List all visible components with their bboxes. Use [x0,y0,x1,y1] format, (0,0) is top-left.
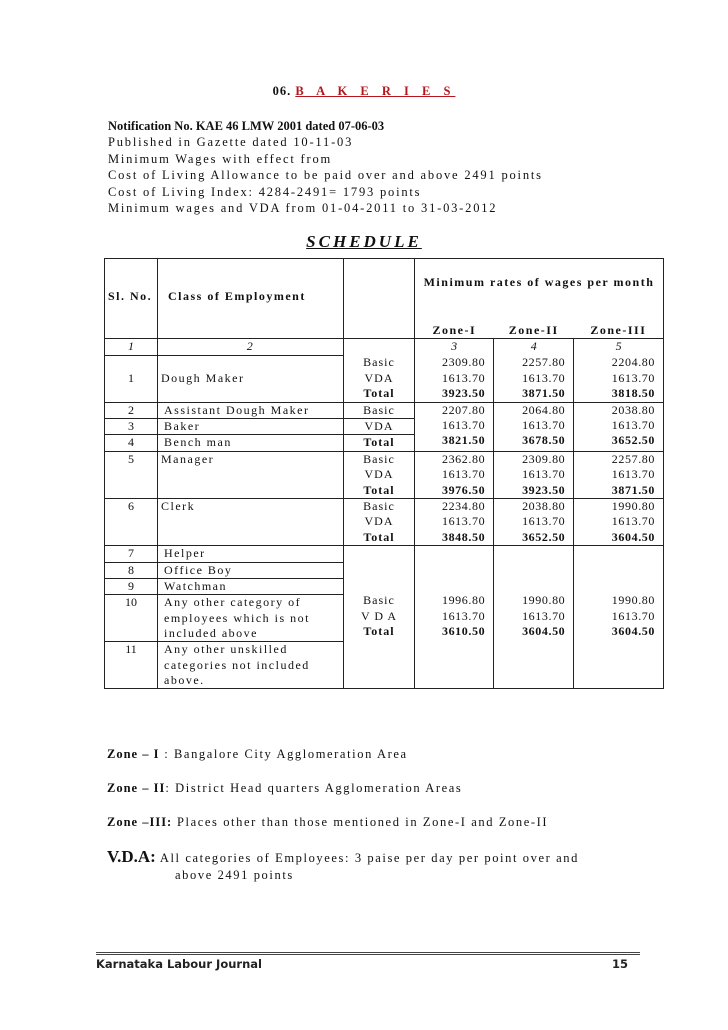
basic-zone-2: 2257.80 [522,355,566,370]
total-zone-1: 3976.50 [441,482,486,497]
row-sl: 10 [105,595,157,642]
page-number: 15 [612,957,629,971]
header-blank [344,259,415,339]
vda-zone-1: 1613.70 [441,467,486,482]
footer-divider [96,952,640,955]
table-row [105,451,664,498]
vda-zone-2: 1613.70 [522,608,566,623]
header-rates: Minimum rates of wages per month [415,259,664,310]
basic-zone-2: 2309.80 [522,451,566,466]
section-name: B A K E R I E S [295,84,456,98]
cola-line: Cost of Living Allowance to be paid over and above 2491 points [108,168,543,183]
vda-zone-3: 1613.70 [611,608,655,623]
label-vda: VDA [344,419,414,435]
basic-zone-1: 2309.80 [441,355,486,370]
row-class: Any other unskilled categories not included above. [164,642,310,688]
column-number-row [105,339,664,355]
total-zone-1: 3610.50 [441,624,486,638]
basic-zone-1: 2362.80 [441,451,486,466]
total-zone-3: 3818.50 [611,386,655,401]
row-class: Any other category of employees which is not included above [158,595,343,642]
colnum-4: 4 [494,339,574,355]
row-sl: 6 [105,498,158,545]
row-sl: 2 [105,403,157,419]
cost-index-line: Cost of Living Index: 4284-2491= 1793 points [108,184,422,199]
colnum-2: 2 [158,339,344,355]
label-vda: V D A [360,608,398,623]
row-sl: 8 [105,563,157,579]
vda-zone-3: 1613.70 [611,417,655,432]
gazette-date: Published in Gazette dated 10-11-03 [108,135,354,150]
total-zone-2: 3871.50 [522,386,566,401]
schedule-heading: SCHEDULE [306,232,422,251]
label-basic: Basic [363,498,395,513]
basic-zone-3: 2257.80 [611,451,655,466]
vda-zone-2: 1613.70 [522,514,566,529]
vda-text-line-2: above 2491 points [175,868,294,882]
label-total: Total [363,529,395,544]
basic-zone-3: 2204.80 [611,355,655,370]
row-class: Helper [158,546,343,562]
row-sl: 7 [105,546,157,562]
table-row [105,546,664,689]
vda-zone-3: 1613.70 [611,514,655,529]
wage-schedule-table [104,258,664,689]
header-zone-3: Zone-III [574,309,664,339]
row-class: Assistant Dough Maker [158,403,343,419]
label-basic: Basic [363,451,395,466]
total-zone-3: 3604.50 [611,529,655,544]
label-total: Total [363,386,395,401]
label-total: Total [363,482,395,497]
row-sl: 11 [125,642,137,657]
colnum-5: 5 [574,339,664,355]
basic-zone-3: 1990.80 [611,498,655,513]
basic-zone-2: 2038.80 [522,498,566,513]
row-class: Office Boy [158,563,343,579]
total-zone-2: 3652.50 [522,529,566,544]
colnum-blank [344,339,415,355]
zone-1-note [107,747,667,762]
row-class: Dough Maker [158,355,344,402]
total-zone-2: 3604.50 [522,624,566,638]
vda-zone-2: 1613.70 [522,417,566,432]
row-sl: 4 [128,435,134,450]
period-line: Minimum wages and VDA from 01-04-2011 to 31-03-2012 [108,201,498,216]
row-class: Watchman [158,579,343,595]
row-class: Manager [158,451,344,498]
journal-name: Karnataka Labour Journal [96,957,262,971]
row-class: Bench man [164,435,232,450]
basic-zone-1: 1996.80 [441,593,486,608]
total-zone-2: 3923.50 [522,482,566,497]
row-sl: 1 [105,355,158,402]
vda-zone-3: 1613.70 [611,467,655,482]
table-row [105,498,664,545]
label-basic: Basic [363,593,395,608]
label-vda: VDA [364,467,394,482]
vda-zone-1: 1613.70 [441,370,486,385]
header-sl: Sl. No. [105,259,158,339]
label-total: Total [363,624,395,638]
row-sl: 5 [105,451,158,498]
colnum-3: 3 [415,339,494,355]
table-header-row [105,259,664,310]
vda-label: V.D.A: [107,847,156,866]
zone-2-label: Zone – II [107,781,166,795]
basic-zone-1: 2207.80 [441,402,486,417]
vda-zone-1: 1613.70 [441,514,486,529]
colnum-1: 1 [105,339,158,355]
label-total: Total [363,435,395,450]
zone-2-note [107,781,667,796]
row-sl: 9 [105,579,157,595]
vda-zone-1: 1613.70 [441,417,486,432]
total-zone-3: 3871.50 [611,482,655,497]
vda-zone-1: 1613.70 [441,608,486,623]
label-basic: Basic [363,355,395,370]
table-row [105,402,664,451]
effect-line: Minimum Wages with effect from [108,151,333,166]
basic-zone-2: 2064.80 [522,402,566,417]
basic-zone-1: 2234.80 [441,498,486,513]
basic-zone-3: 1990.80 [611,593,655,608]
basic-zone-3: 2038.80 [611,402,655,417]
label-basic: Basic [344,403,414,419]
total-zone-1: 3848.50 [441,529,486,544]
total-zone-1: 3821.50 [441,433,486,448]
header-zone-1: Zone-I [415,309,494,339]
zone-3-text: Places other than those mentioned in Zone-I and Zone-II [176,815,549,829]
label-vda: VDA [364,370,394,385]
vda-text-line-1: All categories of Employees: 3 paise per day per point over and [159,851,579,865]
table-row [105,355,664,402]
notification-details [108,118,668,216]
vda-note [107,848,667,884]
zone-3-note [107,815,667,830]
total-zone-1: 3923.50 [441,386,486,401]
basic-zone-2: 1990.80 [522,593,566,608]
zone-3-label: Zone –III: [107,815,173,829]
zone-1-text: : Bangalore City Agglomeration Area [164,747,408,761]
notification-number: Notification No. KAE 46 LMW 2001 dated 07-06-03 [108,119,385,133]
zone-2-text: : District Head quarters Agglomeration Areas [165,781,463,795]
row-sl: 3 [105,419,157,435]
vda-zone-2: 1613.70 [522,467,566,482]
header-class: Class of Employment [158,259,344,339]
header-zone-2: Zone-II [494,309,574,339]
vda-zone-3: 1613.70 [611,370,655,385]
total-zone-3: 3604.50 [611,624,655,638]
label-vda: VDA [364,514,394,529]
vda-zone-2: 1613.70 [522,370,566,385]
row-class: Baker [158,419,343,435]
zone-1-label: Zone – I [107,747,160,761]
section-number: 06. [272,84,292,98]
total-zone-2: 3678.50 [522,433,566,448]
total-zone-3: 3652.50 [611,433,655,448]
row-class: Clerk [158,498,344,545]
page-title [0,84,728,99]
